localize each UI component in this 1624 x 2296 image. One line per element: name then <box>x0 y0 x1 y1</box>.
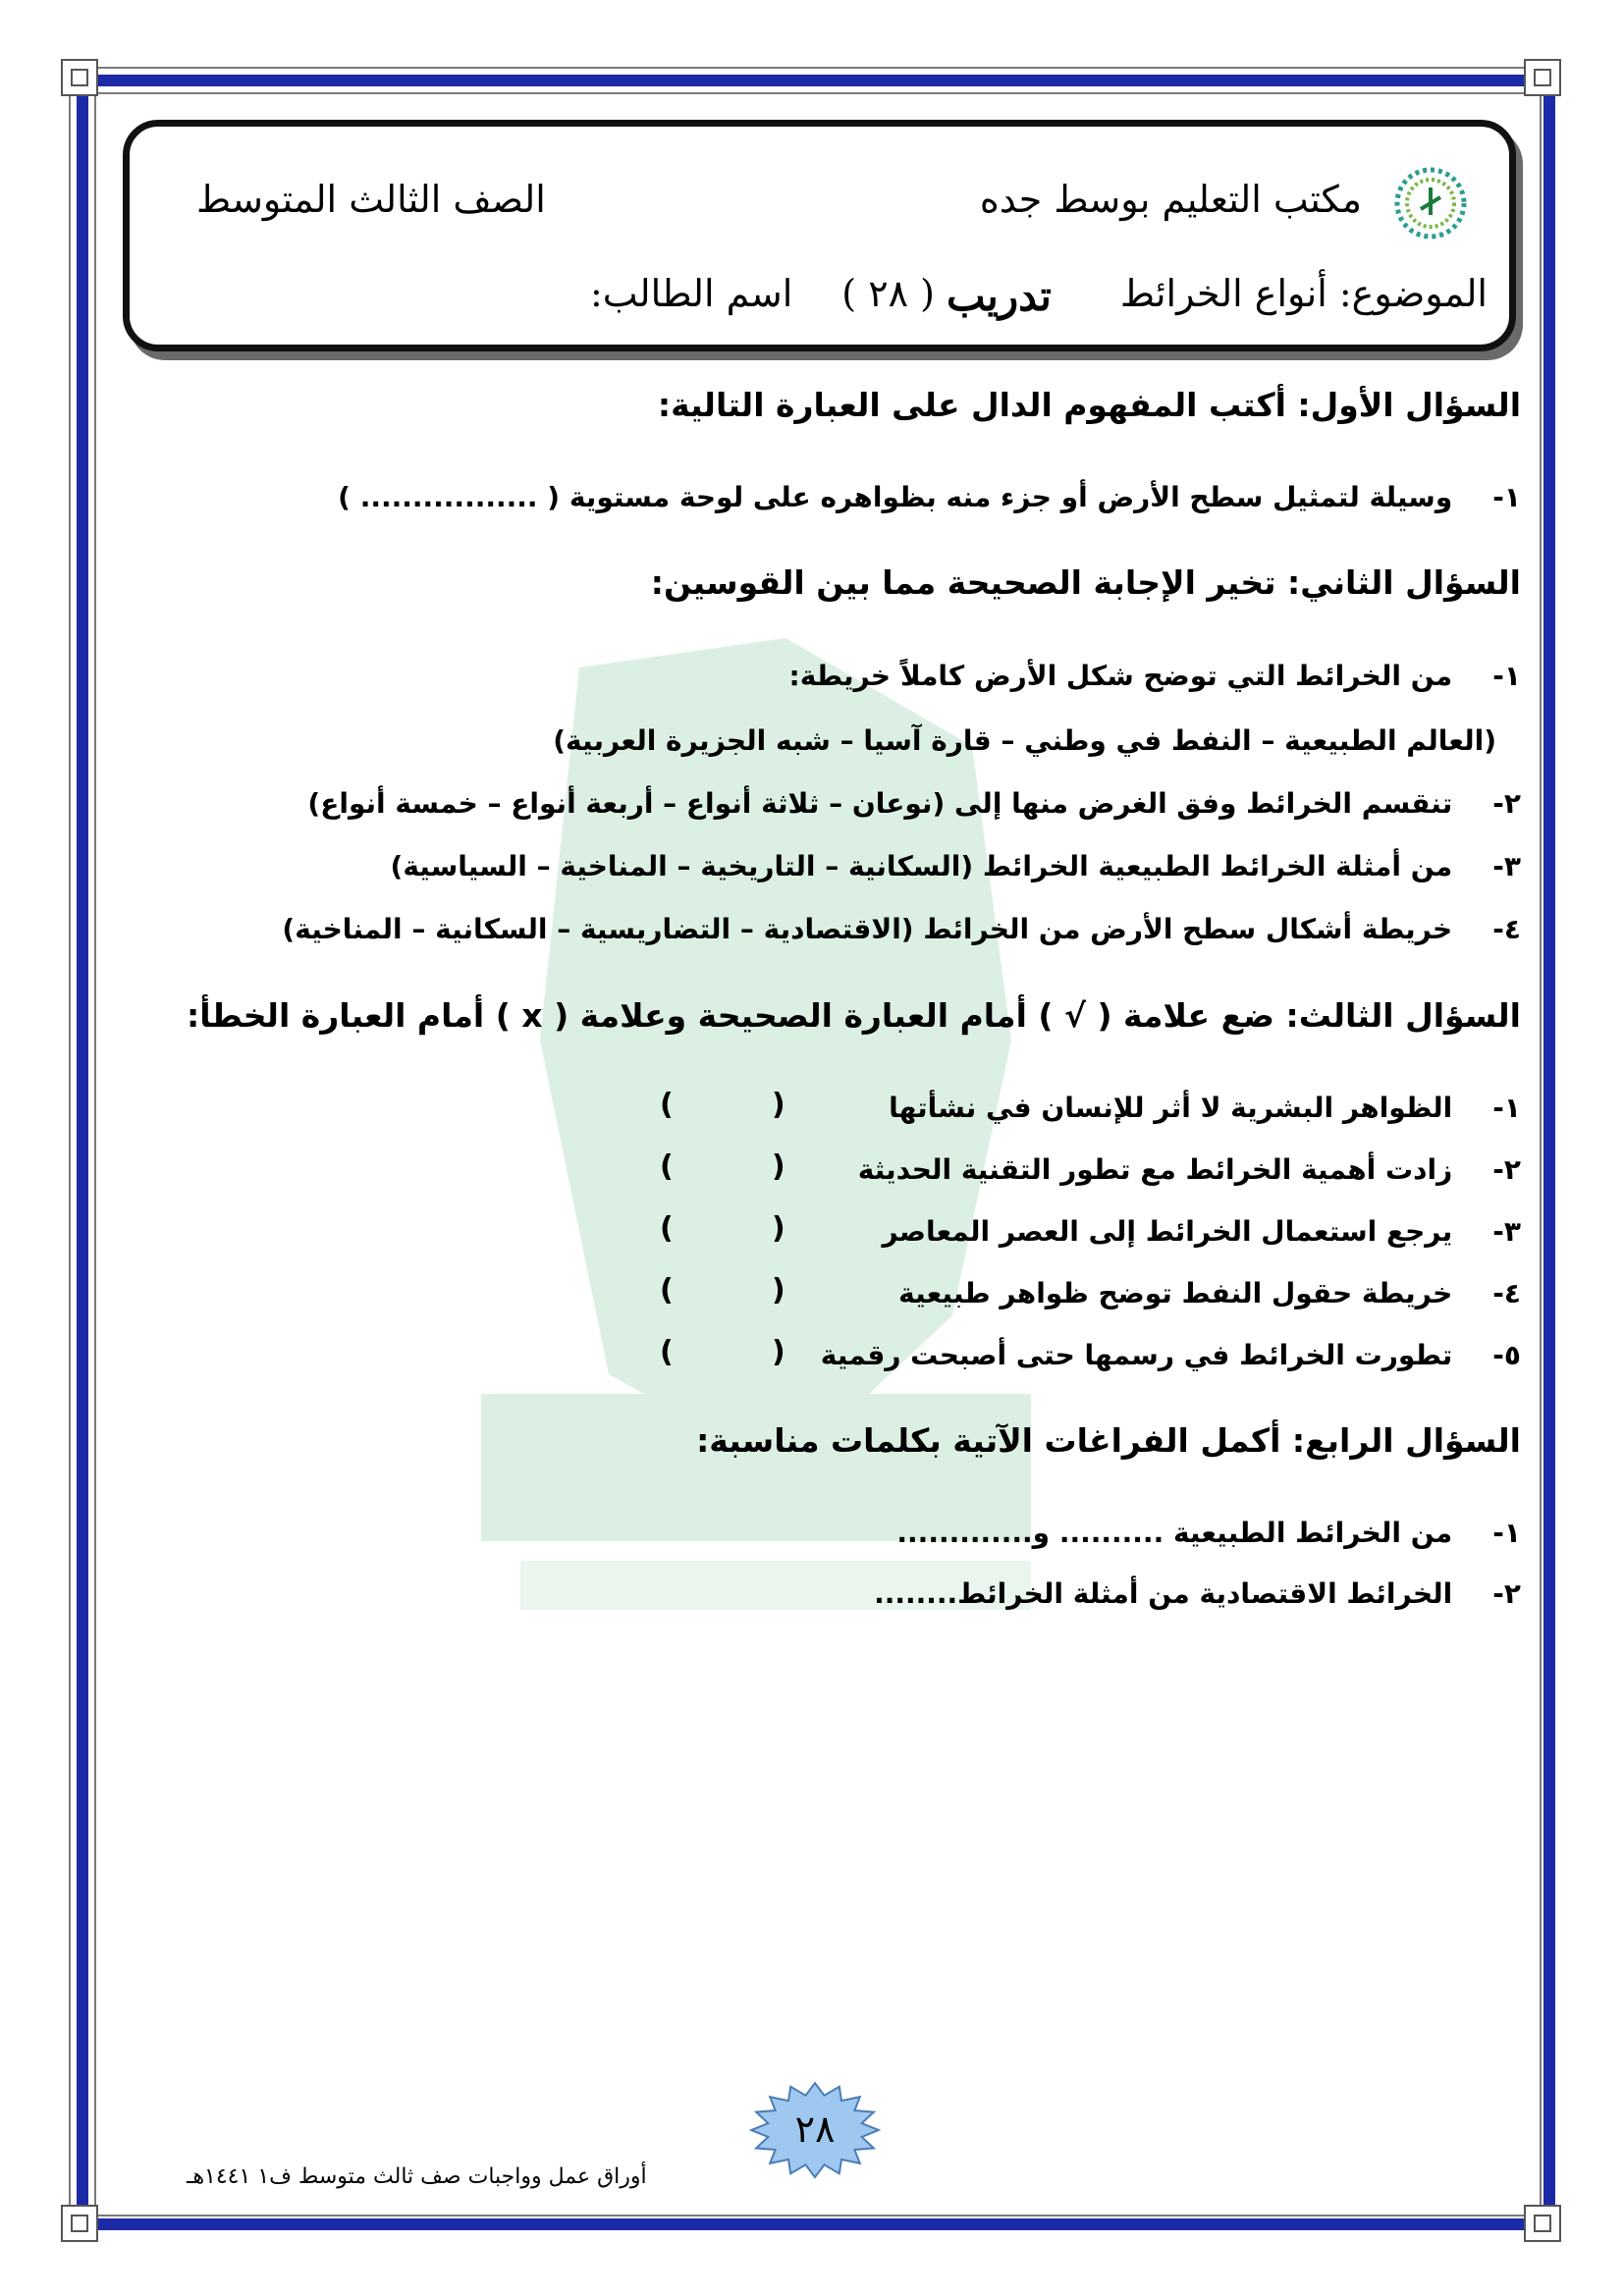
q2-item-2 <box>307 787 1521 820</box>
q2-item-3 <box>391 850 1521 882</box>
answer-paren-close: ) <box>660 1211 674 1246</box>
item-text: من الخرائط التي توضح شكل الأرض كاملاً خريطة: <box>788 660 1453 692</box>
training-label: تدريب <box>946 272 1052 320</box>
student-name-label: اسم الطالب: <box>589 272 793 315</box>
item-text: وسيلة لتمثيل سطح الأرض أو جزء منه بظواهره على لوحة مستوية ( ................. ) <box>338 481 1453 513</box>
topic-label: الموضوع: أنواع الخرائط <box>1119 272 1488 315</box>
q4-item-1 <box>896 1517 1521 1549</box>
item-text: يرجع استعمال الخرائط إلى العصر المعاصر <box>882 1215 1453 1248</box>
q3-item-2 <box>858 1153 1521 1186</box>
item-number: ٤- <box>1492 1277 1521 1309</box>
item-text: تنقسم الخرائط وفق الغرض منها إلى (نوعان – ثلاثة أنواع – أربعة أنواع – خمسة أنواع) <box>307 787 1453 820</box>
item-number: ٢- <box>1492 787 1521 820</box>
item-text: زادت أهمية الخرائط مع تطور التقنية الحديثة <box>857 1153 1453 1186</box>
q4-item-2 <box>874 1577 1521 1610</box>
q3-title: السؤال الثالث: ضع علامة ( √ ) أمام العبارة الصحيحة وعلامة ( x ) أمام العبارة الخطأ: <box>187 996 1521 1035</box>
frame-corner-bottom-left <box>61 2205 98 2242</box>
item-number: ٢- <box>1492 1577 1521 1610</box>
q1-item-1 <box>338 481 1521 513</box>
item-text: تطورت الخرائط في رسمها حتى أصبحت رقمية <box>820 1339 1453 1371</box>
q2-item-1-options <box>553 724 1496 757</box>
item-number: ٣- <box>1492 850 1521 882</box>
answer-paren-close: ) <box>660 1273 674 1308</box>
item-number: ١- <box>1492 481 1521 513</box>
item-text: خريطة أشكال سطح الأرض من الخرائط (الاقتصادية – التضاريسية – السكانية – المناخية) <box>282 913 1453 945</box>
header-topic-row <box>590 272 1488 320</box>
footer-text: أوراق عمل وواجبات صف ثالث متوسط ف١ ١٤٤١هـ <box>187 2164 647 2189</box>
item-text: الخرائط الاقتصادية من أمثلة الخرائط........ <box>874 1577 1453 1610</box>
item-text: من أمثلة الخرائط الطبيعية الخرائط (السكانية – التاريخية – المناخية – السياسية) <box>390 850 1453 882</box>
q3-item-4 <box>898 1277 1521 1309</box>
item-number: ٢- <box>1492 1153 1521 1186</box>
item-text: الظواهر البشرية لا أثر للإنسان في نشأتها <box>889 1092 1453 1124</box>
frame-corner-bottom-right <box>1524 2205 1561 2242</box>
item-number: ١- <box>1492 660 1521 692</box>
item-number: ٣- <box>1492 1215 1521 1248</box>
answer-paren-open: ( <box>772 1088 785 1122</box>
q2-title: السؤال الثاني: تخير الإجابة الصحيحة مما بين القوسين: <box>650 563 1521 602</box>
q4-title: السؤال الرابع: أكمل الفراغات الآتية بكلمات مناسبة: <box>696 1421 1521 1460</box>
item-text: من الخرائط الطبيعية .......... و............. <box>896 1517 1453 1549</box>
item-number: ١- <box>1492 1092 1521 1124</box>
answer-paren-open: ( <box>772 1273 785 1308</box>
training-number: ( ٢٨ ) <box>841 272 935 315</box>
q1-title: السؤال الأول: أكتب المفهوم الدال على العبارة التالية: <box>657 386 1521 424</box>
header-box <box>123 120 1516 351</box>
q2-item-1 <box>789 660 1522 692</box>
q3-item-1 <box>889 1092 1521 1124</box>
answer-paren-close: ) <box>660 1149 674 1184</box>
grade-label: الصف الثالث المتوسط <box>196 178 546 221</box>
answer-paren-open: ( <box>772 1211 785 1246</box>
q2-item-4 <box>282 913 1521 945</box>
item-number: ٤- <box>1492 913 1521 945</box>
item-text: خريطة حقول النفط توضح ظواهر طبيعية <box>898 1277 1453 1309</box>
page-number: ٢٨ <box>794 2108 836 2151</box>
q3-item-3 <box>882 1215 1521 1248</box>
answer-paren-open: ( <box>772 1149 785 1184</box>
q3-item-5 <box>821 1339 1521 1371</box>
item-number: ١- <box>1492 1517 1521 1549</box>
ministry-logo-icon <box>1391 164 1470 242</box>
item-options: (العالم الطبيعية – النفط في وطني – قارة آسيا – شبه الجزيرة العربية) <box>553 724 1496 757</box>
frame-corner-top-left <box>61 59 98 96</box>
answer-paren-open: ( <box>772 1335 785 1369</box>
answer-paren-close: ) <box>660 1088 674 1122</box>
answer-paren-close: ) <box>660 1335 674 1369</box>
frame-corner-top-right <box>1524 59 1561 96</box>
office-name: مكتب التعليم بوسط جده <box>979 178 1362 221</box>
page-number-star-badge <box>746 2081 884 2179</box>
item-number: ٥- <box>1492 1339 1521 1371</box>
